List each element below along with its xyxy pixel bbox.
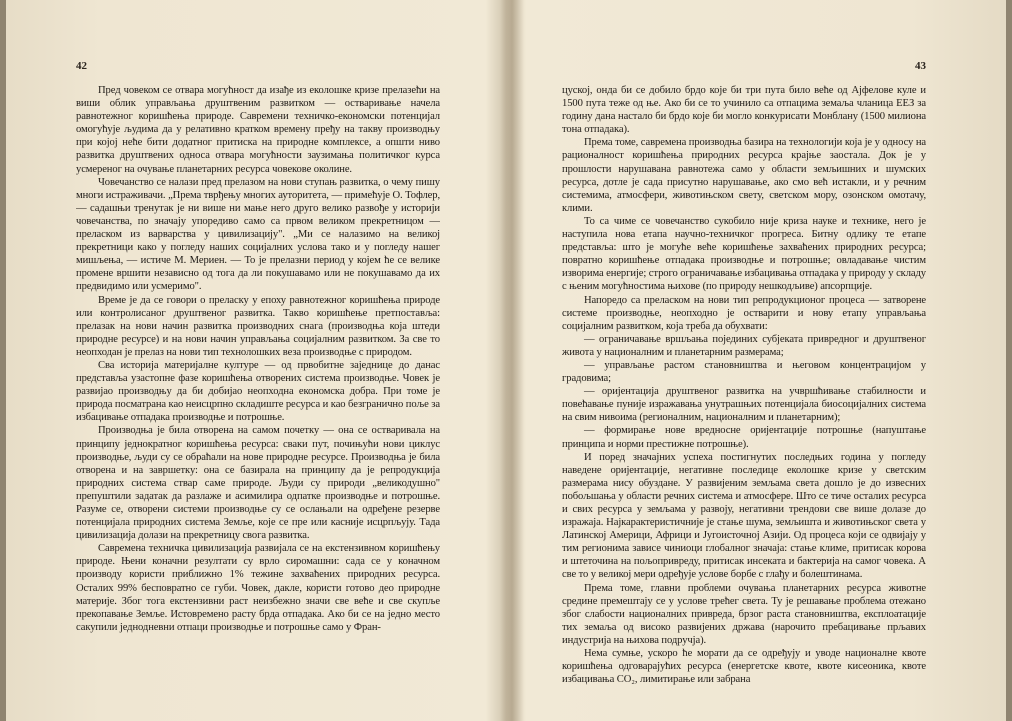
book-edge-right xyxy=(1006,0,1012,721)
list-item: — формирање нове вредносне оријентације потрошње (напуштање принципа и норми престижне потрошње). xyxy=(562,425,926,450)
paragraph: Нема сумње, ускоро ће морати да се одређују и уводе националне квоте коришћења одговарајућих ресурса (енергетске квоте, квоте кисеоника, квоте избацивања CO₂, лимитирање или забрана xyxy=(562,648,926,686)
paragraph: Човечанство се налази пред прелазом на нови ступањ развитка, о чему пишу многи истраживачи. „Према тврђењу многих ауторитета, — примећује О. Тофлер, — садашњи тренутак је ни више ни мање него друго велико развође у историји човечанства, по значају упоредиво само са првом великом прекретницом — преласком из варварства у цивилизацију". „Ми се налазимо на великој прекретници како у погледу наших социјалних услова тако и у погледу нашег мишљења, — истиче М. Мериен. — То је прелазни период у којем ће се велике промене вршити независно од тога да ли покушавамо или не покушавамо да их предвидимо или усмеримо". xyxy=(76,176,440,293)
page-number-right: 43 xyxy=(915,60,926,72)
paragraph: Пред човеком се отвара могућност да изађе из еколошке кризе прелазећи на виши облик управљања друштвеним развитком — остваривање начела равнотежног коришћења природе. Савремени техничко-економски потенцијал омогућује људима да у релативно кратком времену пређу на такву производњу при којој неће бити додатног притиска на природне комплексе, а општи ниво развитка друштвених односа отвара могућности заузимања политичког курса усмереног на очување планетарних ресурса човекове околине. xyxy=(76,85,440,175)
list-item: — управљање растом становништва и његовом концентрацијом у градовима; xyxy=(562,359,926,385)
right-page-text xyxy=(562,84,926,686)
paragraph: То са чиме се човечанство сукобило није криза науке и технике, него је наступила нова етапа научно-техничког прогреса. Битну одлику те етапе представља: што је могуће веће коришћење захваћених природних ресурса; повратно коришћење отпадака производње и потрошње; овладавање чистим изворима енергије; строго ограничавање избацивања отпадака у природу у складу с њеним могућностима њихове (по природу нешкодљиве) апсорпције. xyxy=(562,215,926,293)
paragraph: Напоредо са преласком на нови тип репродукционог процеса — затворене системе производње, неопходно је остварити и нову етапу управљања социјалним развитком, која треба да обухвати: xyxy=(562,294,926,332)
page-number-left: 42 xyxy=(76,60,87,72)
paragraph: Сва историја материјалне културе — од првобитне заједнице до данас представља узастопне фазе коришћења отворених система производње. Човек је развијао производњу да би добијао неопходна економска добра. При томе је природа посматрана као неисцрпно складиште ресурса и као безгранично поље за избацивање отпадака производње и потрошње. xyxy=(76,359,440,424)
list-item: — ограничавање вршљања појединих субјеката привредног и друштвеног живота у националним и планетарним размерама; xyxy=(562,333,926,358)
paragraph: Производња је била отворена на самом почетку — она се остваривала на принципу једнократног коришћења ресурса: сваки пут, почињући нови циклус производње, људи су се обраћали на нове природне ресурсе. Производња је била отворена и на завршетку: она се базирала на принципу да је репродукција природних система ствар саме природе. Људи су природи „великодушно" препуштили задатак да разлаже и асимилира одпатке производње и потрошње. Разуме се, отворени системи производње су се ослањали на одређене резерве потенцијала природних система Земље, које се пре или касније исцрпљују. Тада цивилизација долази на прекретницу свога развитка. xyxy=(76,425,440,542)
book-edge-left xyxy=(0,0,6,721)
paragraph: Савремена техничка цивилизација развијала се на екстензивном коришћењу природе. Њени коначни резултати су врло сиромашни: сада се у коначном производу користи приближно 1% тежине захваћених природних ресурса. Осталих 99% бесповратно се губи. Човек, дакле, користи готово део природне материје. Због тога екстензивни раст неизбежно значи све веће и све скупље прекопавање Земље. Истовремено расту брда отпадака. Ако би се на једно место сакупили једнодневни отпаци производње и потрошње само у Фран- xyxy=(76,543,440,633)
paragraph: Према томе, главни проблеми очувања планетарних ресурса животне средине премештају се у услове трећег света. Ту је решавање проблема отежано због слабости националних привреда, брзог раста становништва, експлоатације тих земаља од високо развијених држава (нарочито пребацивање прљавих индустрија на њихова подручја). xyxy=(562,582,926,646)
left-page xyxy=(76,60,440,710)
paragraph: И поред значајних успеха постигнутих последњих година у погледу наведене оријентације, негативне последице еколошке кризе у светским размерама нису обуздане. У развијеним земљама света дошло је до извесних побољшања у области речних система и атмосфере. Што се тиче осталих ресурса и свих ресурса у земљама у развоју, негативни трендови све више долазе до изражаја. Најкарактеристичније је стање шума, земљишта и животињског света у Латинској Америци, Африци и Југоисточној Азији. Од процеса који се одвијају у тим регионима зависе чиниоци глобалног значаја: стање климе, притисак корова и штеточина на пољопривреду, притисак инсеката и бактерија на самог човека. А све то у великој мери одређује услове борбе с глађу и болештинама. xyxy=(562,451,926,581)
list-item: — оријентација друштвеног развитка на учвршћивање стабилности и повећавање пуније изражавања унутрашњих потенцијала биосоцијалних система на свим нивоима (регионалним, националним и планетарним); xyxy=(562,386,926,424)
left-page-text xyxy=(76,84,440,634)
paragraph: Време је да се говори о преласку у епоху равнотежног коришћења природе или контролисаног друштвеног развитка. Такво коришћење претпоставља: прелазак на нови начин развитка производних снага (производња која штеди природне ресурсе) и на нови начин управљања социјалним развитком. За све то неопходан је прелаз на нови тип технолошких веза производње с природом. xyxy=(76,294,440,358)
book-gutter xyxy=(500,0,524,721)
paragraph: Према томе, савремена производња базира на технологији која је у односу на рационалност коришћења природних ресурса крајње заостала. Док је у прошлости нарушавана равнотежа само у области земљишних и шумских ресурса, дотле је сада присутно нарушавање, ако смо већ истакли, и у речним системима, атмосфери, животињском свету, светском мору, озонском омотачу, клими. xyxy=(562,137,926,214)
right-page xyxy=(562,60,926,710)
paragraph: цуској, онда би се добило брдо које би три пута било веће од Ајфелове куле и 1500 пута теже од ње. Ако би се то учинило са отпацима земаља чланица ЕЕЗ за годину дана настало би брдо које би могло конкурисати Монблану (1500 милиона тона отпадака). xyxy=(562,85,926,136)
